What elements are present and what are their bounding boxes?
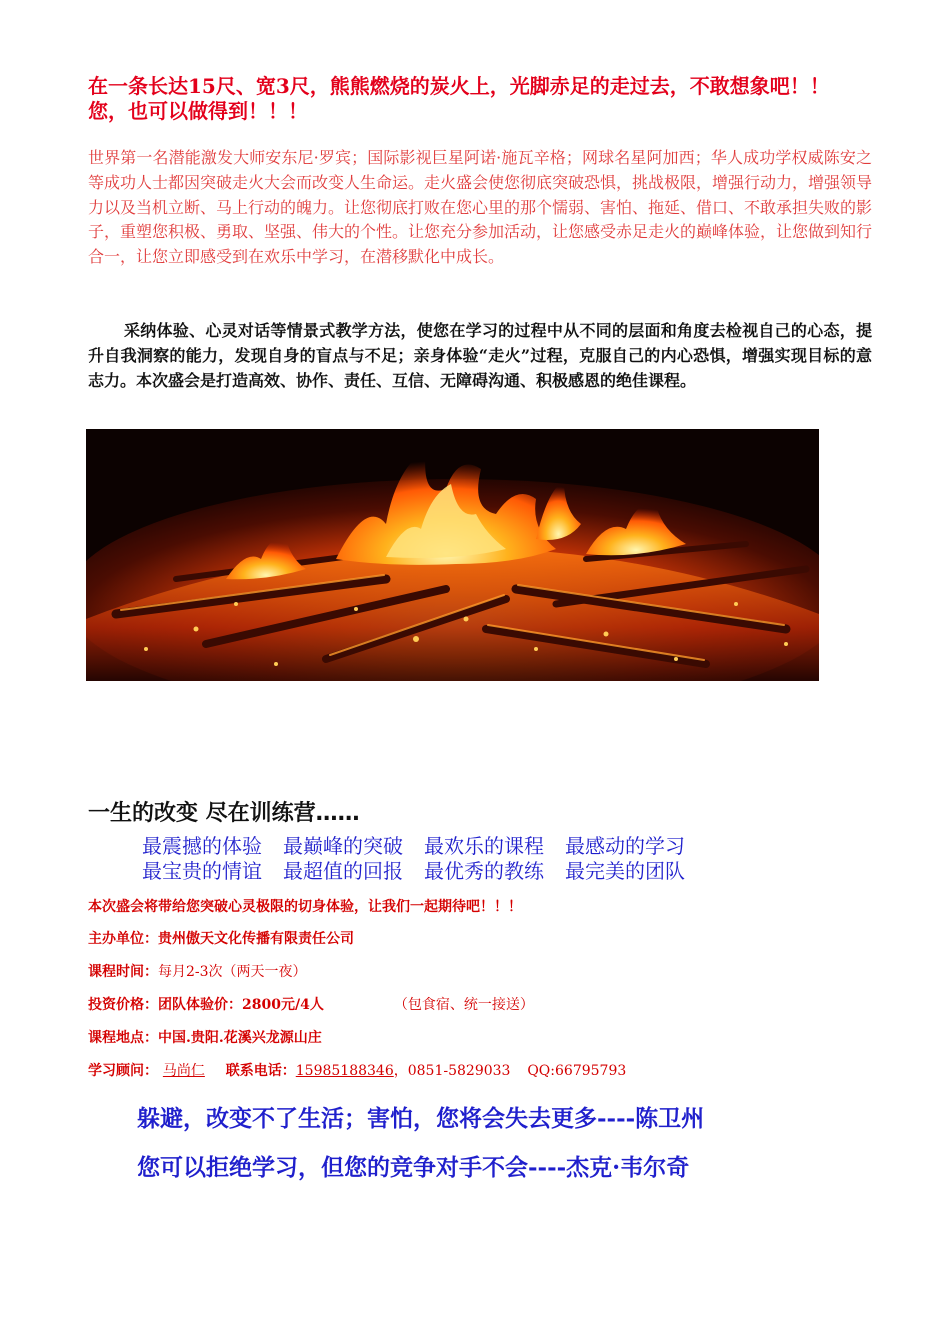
headline: 在一条长达15尺、宽3尺，熊熊燃烧的炭火上，光脚赤足的走过去，不敢想象吧！！您，也可以做得到！！！ (88, 74, 830, 123)
organizer-line (88, 928, 354, 948)
highlight-item: 最感动的学习 (565, 834, 685, 858)
price-value: 团队体验价：2800元/4人 (158, 997, 324, 1013)
contact-label: 学习顾问： (88, 1063, 158, 1079)
intro-paragraph: 世界第一名潜能激发大师安东尼·罗宾；国际影视巨星阿诺·施瓦辛格；网球名星阿加西；华人成功学权威陈安之等成功人士都因突破走火大会而改变人生命运。走火盛会使您彻底突破恐惧，挑战极限，增强行动力，增强领导力以及当机立断、马上行动的魄力。让您彻底打败在您心里的那个懦弱、害怕、拖延、借口、不敢承担失败的影子，重塑您积极、勇取、坚强、伟大的个性。让您充分参加活动，让您感受赤足走火的巅峰体验，让您做到知行合一，让您立即感受到在欢乐中学习，在潜移默化中成长。 (88, 148, 873, 267)
phone-label: 联系电话： (225, 1063, 296, 1079)
price-label: 投资价格： (88, 997, 158, 1013)
method-paragraph: 采纳体验、心灵对话等情景式教学方法，使您在学习的过程中从不同的层面和角度去检视自己的心态，提升自我洞察的能力，发现自身的盲点与不足；亲身体验“走火”过程，克服自己的内心恐惧，增强实现目标的意志力。本次盛会是打造高效、协作、责任、互信、无障碍沟通、积极感恩的绝佳课程。 (88, 321, 872, 390)
qq-number: QQ:66795793 (527, 1063, 627, 1079)
section-title: 一生的改变 尽在训练营…… (88, 801, 360, 826)
schedule-line (88, 961, 307, 981)
highlight-item: 最巅峰的突破 (283, 834, 403, 858)
schedule-value: 每月2-3次（两天一夜） (158, 964, 307, 980)
highlight-item: 最欢乐的课程 (424, 834, 544, 858)
mobile-number-link[interactable]: 15985188346 (295, 1063, 394, 1079)
contact-line (88, 1060, 626, 1080)
highlights-row-1 (142, 833, 706, 859)
quote-2: 您可以拒绝学习，但您的竞争对手不会----杰克·韦尔奇 (137, 1154, 690, 1181)
landline-number: ，0851-5829033 (393, 1063, 511, 1079)
location-line (88, 1027, 322, 1047)
price-note: （包食宿、统一接送） (393, 997, 534, 1013)
highlights-row-2 (142, 858, 706, 884)
schedule-label: 课程时间： (88, 964, 158, 980)
highlight-item: 最完美的团队 (565, 859, 685, 883)
location-value: 中国.贵阳.花溪兴龙源山庄 (158, 1030, 322, 1046)
advisor-name: 马尚仁 (162, 1063, 205, 1079)
highlight-item: 最优秀的教练 (424, 859, 544, 883)
location-label: 课程地点： (88, 1030, 158, 1046)
highlight-item: 最超值的回报 (283, 859, 403, 883)
bonfire-photo (86, 429, 819, 681)
quote-1: 躲避，改变不了生活；害怕，您将会失去更多----陈卫州 (137, 1105, 705, 1132)
organizer-label: 主办单位： (88, 931, 158, 947)
price-line (88, 994, 534, 1014)
organizer-value: 贵州傲天文化传播有限责任公司 (158, 931, 354, 947)
highlight-item: 最震撼的体验 (142, 834, 262, 858)
highlight-item: 最宝贵的情谊 (142, 859, 262, 883)
tagline: 本次盛会将带给您突破心灵极限的切身体验，让我们一起期待吧！！！ (88, 899, 522, 915)
